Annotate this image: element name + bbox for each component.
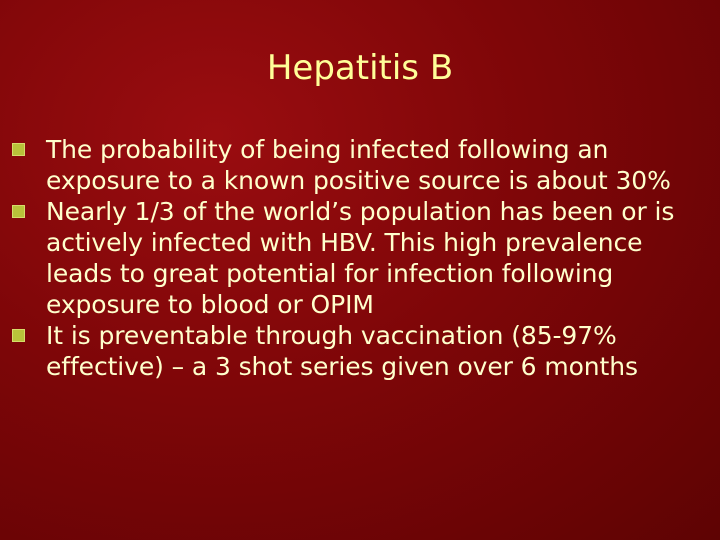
square-bullet-icon — [12, 143, 25, 156]
bullet-text: It is preventable through vaccination (85-97% effective) – a 3 shot series given over 6 months — [46, 321, 638, 381]
bullet-text: Nearly 1/3 of the world’s population has been or is actively infected with HBV. This high prevalence leads to great potential for infection following exposure to blood or OPIM — [46, 197, 675, 319]
square-bullet-icon — [12, 329, 25, 342]
bullet-item — [12, 320, 716, 382]
slide-title: Hepatitis B — [266, 48, 454, 88]
bullet-text: The probability of being infected following an exposure to a known positive source is about 30% — [46, 135, 671, 195]
bullet-item — [12, 196, 716, 320]
bullet-item — [12, 134, 716, 196]
square-bullet-icon — [12, 205, 25, 218]
bullet-list — [12, 134, 716, 382]
